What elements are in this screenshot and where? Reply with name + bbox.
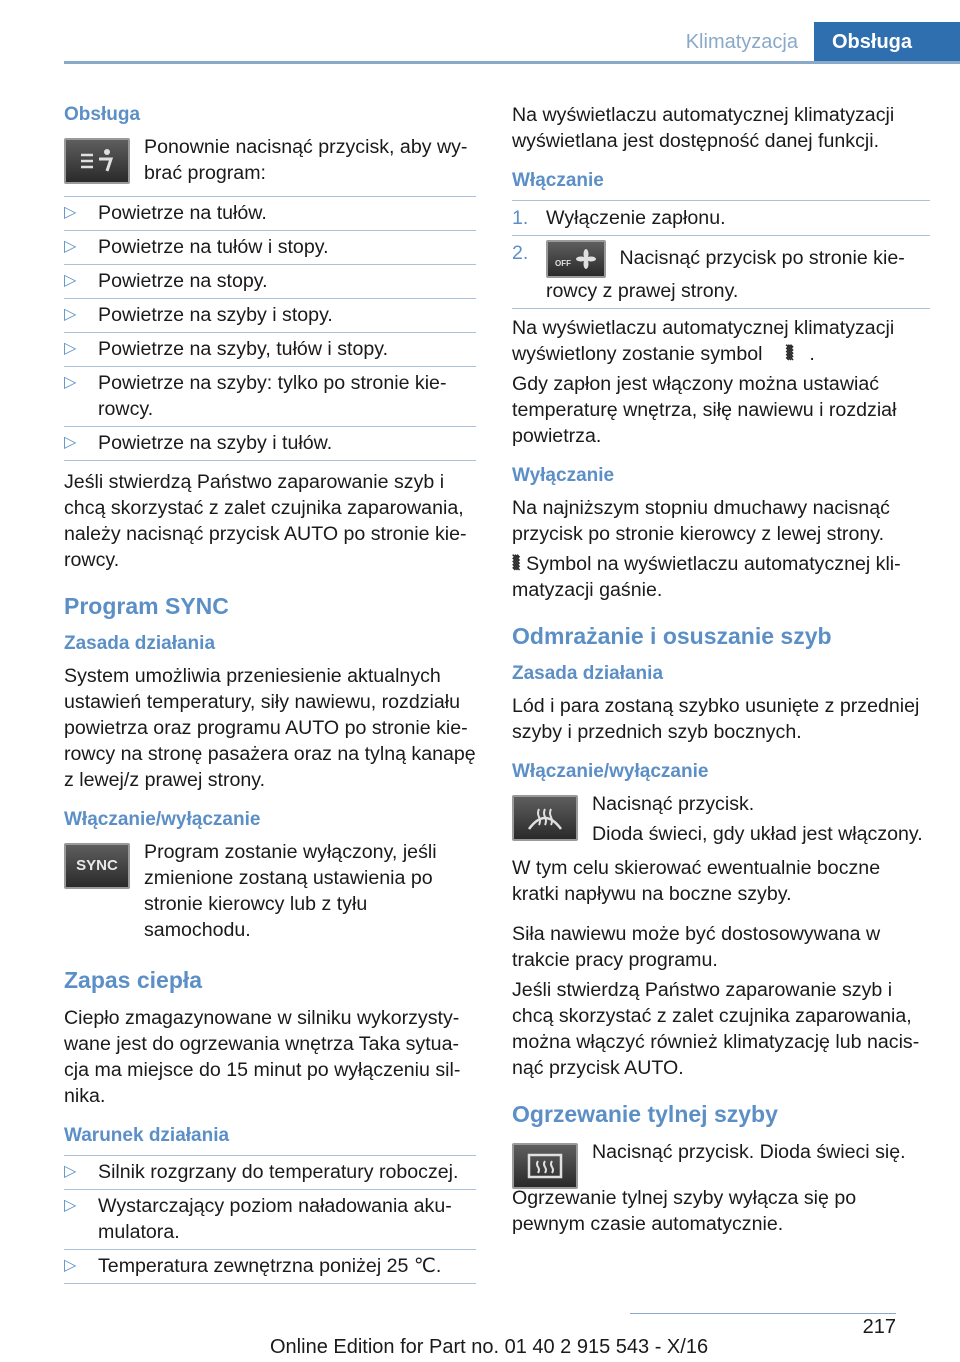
tab-klimatyzacja[interactable]: Klimatyzacja bbox=[685, 31, 798, 53]
sync-button-row bbox=[64, 839, 476, 947]
heading-obsluga: Obsługa bbox=[64, 104, 141, 125]
list-item: ▷ Powietrze na tułów. bbox=[64, 197, 476, 231]
rear-text-2: Ogrzewanie tylnej szyby wyłącza się po pewnym czasie automatycznie. bbox=[512, 1187, 857, 1235]
right-column bbox=[512, 100, 930, 1241]
list-item: ▷ Powietrze na szyby i tułów. bbox=[64, 427, 476, 461]
heading-warunek: Warunek działania bbox=[64, 1125, 230, 1146]
sync-text: System umożliwia przeniesienie aktualnych ustawień temperatury, siły nawiewu, rozdziału powietrza oraz programu AUTO po stronie kierowcy na stronę pasażera oraz na tylną kanapę z lewej/z prawej strony. bbox=[64, 665, 476, 791]
list-item: 2. OFF Nacisnąć przycisk po stronie kierowcy z prawej strony. bbox=[512, 236, 930, 309]
heat-waves-icon: ⦚⦚⦚ bbox=[512, 553, 527, 575]
heading-zasada-sync: Zasada działania bbox=[64, 633, 216, 654]
list-item: ▷ Powietrze na szyby i stopy. bbox=[64, 299, 476, 333]
heading-wylaczanie: Wyłączanie bbox=[512, 465, 615, 486]
list-item: ▷ Silnik rozgrzany do temperatury roboczej. bbox=[64, 1156, 476, 1190]
triangle-bullet-icon: ▷ bbox=[64, 374, 77, 391]
page-number: 217 bbox=[862, 1316, 896, 1338]
left-column bbox=[64, 100, 476, 1292]
rear-text-1: Nacisnąć przycisk. Dioda świeci się. bbox=[592, 1141, 906, 1163]
triangle-bullet-icon: ▷ bbox=[64, 1197, 77, 1214]
heading-wlaczanie: Włączanie bbox=[512, 170, 604, 191]
triangle-bullet-icon: ▷ bbox=[64, 272, 77, 289]
triangle-bullet-icon: ▷ bbox=[64, 434, 77, 451]
program-list bbox=[64, 196, 476, 461]
heading-program-sync: Program SYNC bbox=[64, 593, 229, 619]
airflow-button-row bbox=[64, 134, 476, 190]
sync-button: SYNC bbox=[64, 843, 130, 889]
front-defrost-icon bbox=[512, 795, 578, 841]
rear-defrost-icon bbox=[512, 1143, 578, 1189]
sync-off-text: Program zostanie wyłączony, jeśli zmienione zostaną ustawienia po stronie kierowcy lub z tyłu samochodu. bbox=[144, 841, 437, 941]
heading-wlacz-sync: Włączanie/wyłączanie bbox=[64, 809, 261, 830]
press-text: Nacisnąć przycisk. bbox=[592, 793, 755, 815]
off-label: OFF bbox=[555, 259, 571, 268]
front-defrost-row bbox=[512, 791, 930, 851]
wylaczanie-text: Na najniższym stopniu dmuchawy nacisnąć przycisk po stronie kierowcy z lewej strony. bbox=[512, 497, 890, 545]
triangle-bullet-icon: ▷ bbox=[64, 1257, 77, 1274]
vents-text: W tym celu skierować ewentualnie boczne kratki napływu na boczne szyby. bbox=[512, 857, 881, 905]
triangle-bullet-icon: ▷ bbox=[64, 340, 77, 357]
heading-defrost: Odmrażanie i osuszanie szyb bbox=[512, 623, 832, 649]
tab-obsluga[interactable]: Obsługa bbox=[814, 22, 960, 62]
list-item: ▷ Powietrze na szyby, tułów i stopy. bbox=[64, 333, 476, 367]
list-item: ▷ Powietrze na tułów i stopy. bbox=[64, 231, 476, 265]
heading-zapas: Zapas ciepła bbox=[64, 967, 203, 993]
list-item: ▷ Powietrze na szyby: tylko po stronie kierowcy. bbox=[64, 367, 476, 427]
fan-text: Siła nawiewu może być dostosowywana w trakcie pracy programu. bbox=[512, 923, 881, 971]
triangle-bullet-icon: ▷ bbox=[64, 204, 77, 221]
list-item: ▷ Temperatura zewnętrzna poniżej 25 ℃. bbox=[64, 1250, 476, 1284]
triangle-bullet-icon: ▷ bbox=[64, 306, 77, 323]
display-text: Na wyświetlaczu automatycznej klimatyzacji wyświetlana jest dostępność danej funkcji. bbox=[512, 104, 895, 152]
heading-zasada-defrost: Zasada działania bbox=[512, 663, 664, 684]
steps-list bbox=[512, 200, 930, 309]
air-distribution-icon bbox=[64, 138, 130, 184]
triangle-bullet-icon: ▷ bbox=[64, 238, 77, 255]
condition-list bbox=[64, 1155, 476, 1284]
off-fan-icon bbox=[546, 240, 606, 278]
defrost-text: Lód i para zostaną szybko usunięte z przedniej szyby i przednich szyb bocznych. bbox=[512, 695, 920, 743]
led-text: Dioda świeci, gdy układ jest włączony. bbox=[592, 823, 923, 845]
heading-rear-window: Ogrzewanie tylnej szyby bbox=[512, 1101, 778, 1127]
footer-rule bbox=[630, 1313, 896, 1314]
obsluga-text: Ponownie nacisnąć przycisk, aby wybrać program: bbox=[144, 136, 468, 184]
rear-defrost-row bbox=[512, 1139, 930, 1189]
list-item: 1. Wyłączenie zapłonu. bbox=[512, 201, 930, 236]
edition-footer: Online Edition for Part no. 01 40 2 915 543 - X/16 bbox=[270, 1336, 709, 1358]
header-rule bbox=[64, 61, 960, 64]
fog-text-right: Jeśli stwierdzą Państwo zaparowanie szyb i chcą skorzystać z zalet czujnika zaparowania, można włączyć również klimatyzację lub nacisnąć przycisk AUTO. bbox=[512, 979, 920, 1079]
header-tabs bbox=[686, 22, 960, 62]
fog-text-left: Jeśli stwierdzą Państwo zaparowanie szyb i chcą skorzystać z zalet czujnika zaparowania, należy nacisnąć przycisk AUTO po stronie kierowcy. bbox=[64, 471, 467, 571]
heading-wlacz-defrost: Włączanie/wyłączanie bbox=[512, 761, 709, 782]
symbol-gone-text: ⦚⦚⦚ Symbol na wyświetlaczu automatycznej klimatyzacji gaśnie. bbox=[512, 553, 901, 601]
list-item: ▷ Wystarczający poziom naładowania akumulatora. bbox=[64, 1190, 476, 1250]
symbol-text: Na wyświetlaczu automatycznej klimatyzacji wyświetlony zostanie symbol ⦚⦚⦚ . bbox=[512, 317, 895, 365]
ignition-text: Gdy zapłon jest włączony można ustawiać temperaturę wnętrza, siłę nawiewu i rozdział powietrza. bbox=[512, 373, 897, 447]
triangle-bullet-icon: ▷ bbox=[64, 1163, 77, 1180]
heat-waves-icon: ⦚⦚⦚ bbox=[767, 343, 810, 365]
list-item: ▷ Powietrze na stopy. bbox=[64, 265, 476, 299]
zapas-text: Ciepło zmagazynowane w silniku wykorzystywane jest do ogrzewania wnętrza Taka sytuacja ma miejsce do 15 minut po wyłączeniu silnika. bbox=[64, 1007, 461, 1107]
